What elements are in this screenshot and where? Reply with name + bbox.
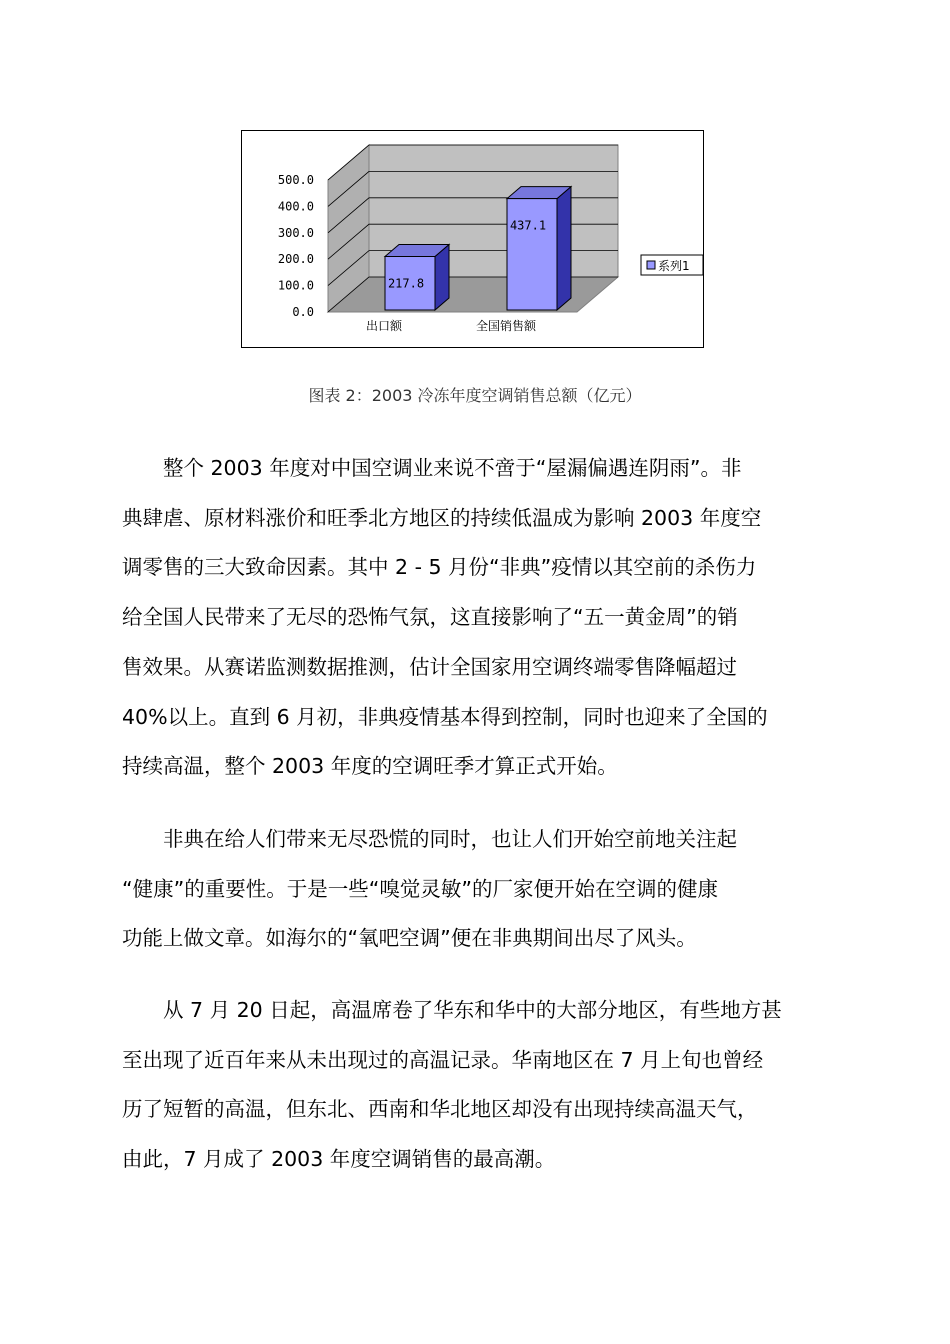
text-line: 非典在给人们带来无尽恐慌的同时，也让人们开始空前地关注起 bbox=[163, 827, 737, 851]
y-tick-label: 200.0 bbox=[277, 252, 314, 267]
chart-caption: 图表 2：2003 冷冻年度空调销售总额（亿元） bbox=[308, 386, 642, 405]
x-category-label: 出口额 bbox=[365, 319, 403, 333]
bar-front bbox=[507, 199, 557, 310]
text-line: 调零售的三大致命因素。其中 2 - 5 月份“非典”疫情以其空前的杀伤力 bbox=[122, 555, 757, 580]
text-line: 至出现了近百年来从未出现过的高温记录。华南地区在 7 月上旬也曾经 bbox=[122, 1047, 764, 1072]
paragraph-1 bbox=[122, 444, 832, 792]
text-line: 功能上做文章。如海尔的“氧吧空调”便在非典期间出尽了风头。 bbox=[122, 926, 697, 951]
text-line: 40%以上。直到 6 月初，非典疫情基本得到控制，同时也迎来了全国的 bbox=[122, 704, 768, 729]
paragraph-3 bbox=[122, 986, 832, 1185]
text-line: 整个 2003 年度对中国空调业来说不啻于“屋漏偏遇连阴雨”。非 bbox=[163, 456, 742, 480]
chart-floor bbox=[328, 277, 618, 312]
y-tick-label: 500.0 bbox=[277, 173, 314, 187]
bar-side bbox=[557, 187, 571, 310]
bar-chart bbox=[242, 131, 705, 349]
paragraph-2 bbox=[122, 815, 832, 964]
text-line: 售效果。从赛诺监测数据推测，估计全国家用空调终端零售降幅超过 bbox=[122, 654, 737, 679]
text-line: 由此，7 月成了 2003 年度空调销售的最高潮。 bbox=[122, 1147, 556, 1172]
text-line: “健康”的重要性。于是一些“嗅觉灵敏”的厂家便开始在空调的健康 bbox=[122, 876, 718, 901]
x-category-label: 全国销售额 bbox=[475, 319, 537, 333]
chart-frame bbox=[241, 130, 704, 348]
text-line: 典肆虐、原材料涨价和旺季北方地区的持续低温成为影响 2003 年度空 bbox=[122, 505, 762, 530]
y-tick-label: 0.0 bbox=[292, 305, 314, 319]
text-line: 从 7 月 20 日起，高温席卷了华东和华中的大部分地区，有些地方甚 bbox=[163, 998, 782, 1022]
y-tick-label: 300.0 bbox=[277, 225, 314, 240]
legend-label: 系列1 bbox=[658, 259, 690, 273]
legend-swatch bbox=[647, 261, 655, 269]
y-tick-label: 400.0 bbox=[277, 199, 314, 214]
text-line: 历了短暂的高温，但东北、西南和华北地区却没有出现持续高温天气， bbox=[122, 1097, 758, 1122]
bar-data-label: 217.8 bbox=[387, 276, 425, 291]
text-line: 持续高温，整个 2003 年度的空调旺季才算正式开始。 bbox=[122, 754, 618, 779]
text-line: 给全国人民带来了无尽的恐怖气氛，这直接影响了“五一黄金周”的销 bbox=[122, 605, 738, 630]
y-tick-label: 100.0 bbox=[277, 278, 314, 293]
bar-data-label: 437.1 bbox=[509, 218, 547, 233]
